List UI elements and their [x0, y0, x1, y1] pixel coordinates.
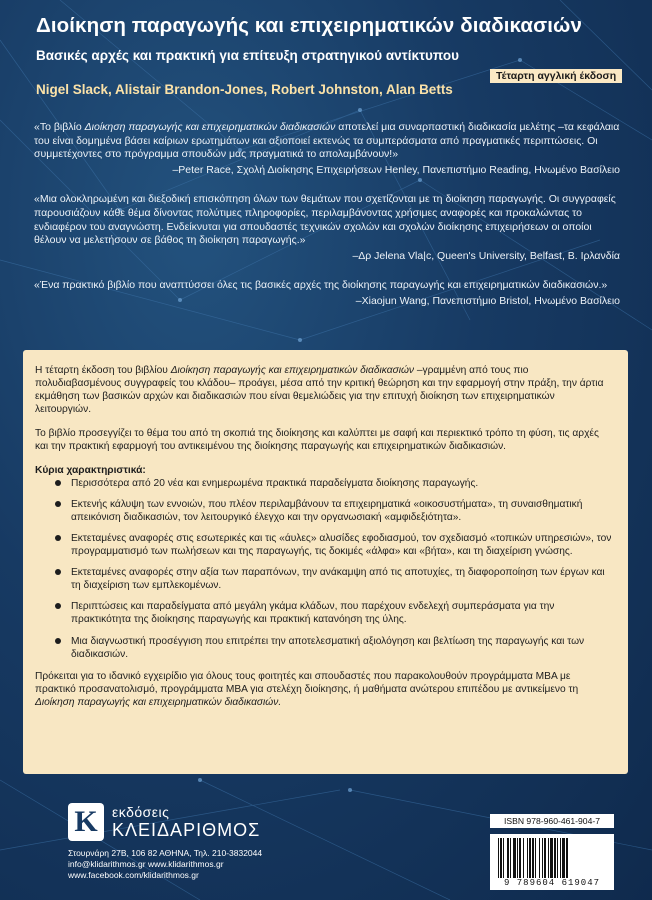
- feature-item: Περισσότερα από 20 νέα και ενημερωμένα πρακτικά παραδείγματα διοίκησης παραγωγής.: [35, 477, 612, 490]
- publisher-logo: [68, 800, 328, 844]
- review-quote: «Ένα πρακτικό βιβλίο που αναπτύσσει όλες τις βασικές αρχές της διοίκησης παραγωγής και επιχειρηματικών διαδικασιών.»: [34, 279, 608, 292]
- bullet-icon: [55, 569, 61, 575]
- barcode-bar: [532, 838, 534, 878]
- barcode-bar: [566, 838, 568, 878]
- features-heading: Κύρια χαρακτηριστικά:: [35, 464, 146, 476]
- barcode-bar: [550, 838, 553, 878]
- barcode-bar: [539, 838, 540, 878]
- barcode-bar: [535, 838, 536, 878]
- edition-badge: Τέταρτη αγγλική έκδοση: [490, 69, 622, 83]
- review-attribution: –Xiaojun Wang, Πανεπιστήμιο Bristol, Ηνωμένο Βασίλειο: [355, 294, 620, 307]
- barcode: [490, 834, 614, 890]
- review-2: [34, 193, 620, 263]
- barcode-bar: [519, 838, 521, 878]
- barcode-bar: [498, 838, 499, 878]
- description-audience: Πρόκειται για το ιδανικό εγχειρίδιο για όλους τους φοιτητές και σπουδαστές που παρακολουθούν προγράμματα MBA με πρακτικό προσανατολισμό, προγράμματα MBA για στελέχη διοίκησης, ή μαθήματα ανώτερου επιπέδου με αντικείμενο τη Διοίκηση παραγωγής και επιχειρηματικών διαδικασιών.: [35, 670, 579, 708]
- key-logo-icon: K: [68, 803, 104, 841]
- publisher-address: Στουρνάρη 27Β, 106 82 ΑΘΗΝΑ, Τηλ. 210-3832044: [68, 848, 263, 858]
- reviews: [34, 121, 620, 325]
- barcode-bar: [562, 838, 565, 878]
- publisher-contact: [68, 848, 328, 881]
- description-panel: [23, 350, 628, 774]
- review-attribution: –Peter Race, Σχολή Διοίκησης Επιχειρήσεων Henley, Πανεπιστήμιο Reading, Ηνωμένο Βασίλειο: [172, 163, 620, 176]
- feature-item: Μια διαγνωστική προσέγγιση που επιτρέπει την αποτελεσματική αξιολόγηση και βελτίωση της παραγωγής και των διαδικασιών.: [35, 635, 612, 661]
- barcode-bar: [523, 838, 524, 878]
- feature-item: Εκτεταμένες αναφορές στις εσωτερικές και τις «άυλες» αλυσίδες εφοδιασμού, τον σχεδιασμό «τοπικών υπηρεσιών», τον προγραμματισμό των πωλήσεων και της παραγωγής, τις δοκιμές «άλφα» και «βήτα», και τη διαχείριση γνώσης.: [35, 532, 612, 558]
- barcode-bar: [527, 838, 528, 878]
- barcode-bar: [554, 838, 556, 878]
- barcode-bar: [548, 838, 549, 878]
- review-quote: «Μια ολοκληρωμένη και διεξοδική επισκόπηση όλων των θεμάτων που σχετίζονται με τη διοίκηση παραγωγής. Οι συγγραφείς παρουσιάζουν κάθε θέμα δίνοντας πολύτιμες πληροφορίες, περιλαμβάνοντας χρήσιμες αναφορές και προκαλώντας το ενδιαφέρον του αναγνώστη. Ενδείκνυται για σπουδαστές τεχνικών σχολών και σχολών διοίκησης επιχειρήσεων οι οποίοι θέλουν να μελετήσουν σε βάθος τη διοίκηση παραγωγής.»: [34, 193, 616, 247]
- bullet-icon: [55, 603, 61, 609]
- barcode-bar: [542, 838, 543, 878]
- bullet-icon: [55, 535, 61, 541]
- publisher-footer: [68, 800, 328, 881]
- review-quote: «Το βιβλίο Διοίκηση παραγωγής και επιχειρηματικών διαδικασιών αποτελεί μια συναρπαστική διαδικασία μελέτης –τα κεφάλαια του είναι δομημένα βάσει καίριων ερωτημάτων και αξιοποιεί εκτενώς τα συμπεράσματα από πραγματικές περιπτώσεις. Οι συμμετέχοντες στο πρόγραμμα σπουδών μας πραγματικά το απολαμβάνουν!»: [34, 121, 620, 161]
- feature-item: Εκτεταμένες αναφορές στην αξία των παραπόνων, την ανάκαμψη από τις αποτυχίες, τη διαφοροποίηση των έργων και τη διαχείριση των εμπλεκομένων.: [35, 566, 612, 592]
- description-intro: Η τέταρτη έκδοση του βιβλίου Διοίκηση παραγωγής και επιχειρηματικών διαδικασιών –γραμμένη από τους πιο πολυδιαβασμένους συγγραφείς του κλάδου– προάγει, μέσα από την κριτική θεώρηση και την εφαρμογή στην πράξη, την άρτια εκμάθηση των βασικών αρχών και διαδικασιών που είναι θεμελιώδεις για την επιτυχή διοίκηση των επιχειρηματικών λειτουργιών.: [35, 365, 604, 416]
- book-title: Διοίκηση παραγωγής και επιχειρηματικών διαδικασιών: [36, 14, 582, 37]
- publisher-name: εκδόσεις ΚΛΕΙΔΑΡΙΘΜΟΣ: [112, 804, 261, 840]
- features-list: [35, 477, 612, 661]
- review-3: [34, 279, 620, 308]
- barcode-bar: [513, 838, 516, 878]
- book-subtitle: Βασικές αρχές και πρακτική για επίτευξη στρατηγικού αντίκτυπου: [36, 48, 459, 63]
- barcode-bar: [507, 838, 509, 878]
- barcode-digits: 9 789604 619047: [503, 878, 600, 888]
- barcode-bar: [544, 838, 546, 878]
- barcode-bar: [557, 838, 558, 878]
- bullet-icon: [55, 480, 61, 486]
- publisher-facebook[interactable]: www.facebook.com/klidarithmos.gr: [68, 870, 199, 880]
- bullet-icon: [55, 638, 61, 644]
- description-scope: Το βιβλίο προσεγγίζει το θέμα του από τη σκοπιά της διοίκησης και καλύπτει με σαφή και περιεκτικό τρόπο τη φύση, τις αρχές και την πρακτική εφαρμογή του αντικειμένου της διοίκησης παραγωγής και επιχειρηματικών διαδικασιών.: [35, 428, 599, 453]
- barcode-bar: [503, 838, 504, 878]
- review-attribution: –Δρ Jelena Vla|c, Queen's University, Belfast, Β. Ιρλανδία: [352, 249, 620, 262]
- feature-item: Εκτενής κάλυψη των εννοιών, που πλέον περιλαμβάνουν τα επιχειρηματικά «οικοσυστήματα», τη συναισθηματική απεικόνιση διαδικασιών, τον λειτουργικό έλεγχο και την οργανωσιακή «αμφιδεξιότητα».: [35, 498, 612, 524]
- barcode-bar: [517, 838, 518, 878]
- authors: Nigel Slack, Alistair Brandon-Jones, Robert Johnston, Alan Betts: [36, 82, 453, 97]
- publisher-email-web[interactable]: info@klidarithmos.gr www.klidarithmos.gr: [68, 859, 224, 869]
- barcode-bar: [529, 838, 531, 878]
- isbn-label: ISBN 978-960-461-904-7: [490, 814, 614, 828]
- review-1: [34, 121, 620, 177]
- barcode-bar: [560, 838, 561, 878]
- barcode-bar: [500, 838, 502, 878]
- feature-item: Περιπτώσεις και παραδείγματα από μεγάλη γκάμα κλάδων, που παρέχουν ενδελεχή συμπεράσματα για την πρακτικότητα της διοίκησης παραγωγής και πρακτική κατανόηση της ύλης.: [35, 600, 612, 626]
- bullet-icon: [55, 501, 61, 507]
- barcode-bar: [510, 838, 511, 878]
- barcode-bars: [496, 838, 608, 878]
